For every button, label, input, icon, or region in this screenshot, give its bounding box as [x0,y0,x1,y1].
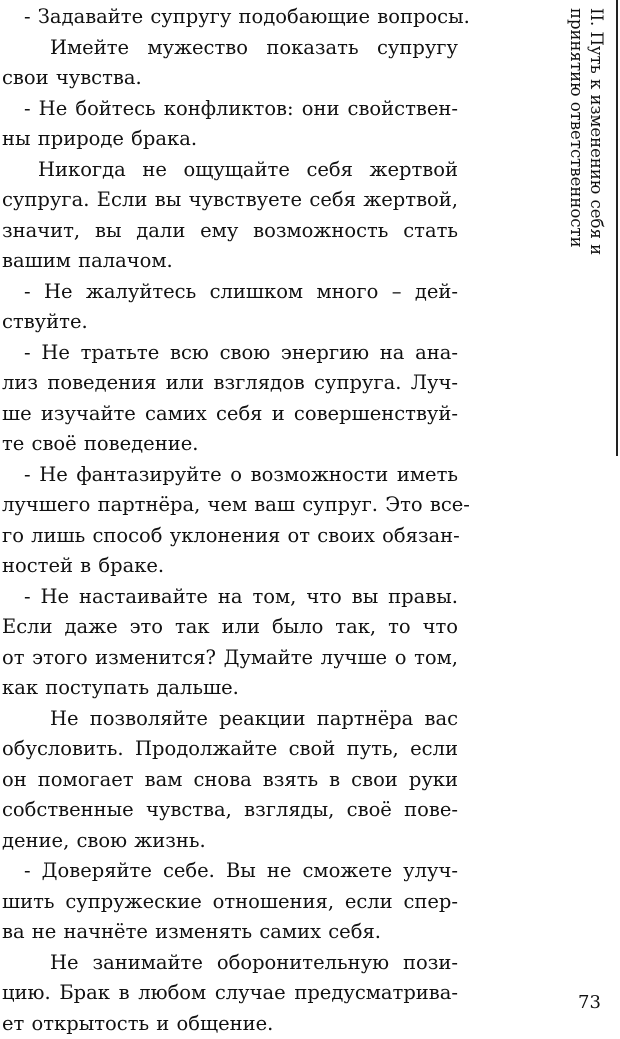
text-line: Не позволяйте реакции партнёра вас [2,704,458,735]
text-line: дение, свою жизнь. [2,826,458,857]
text-line: Не занимайте оборонительную пози- [2,948,458,979]
text-line: вашим палачом. [2,246,458,277]
text-line: шить супружеские отношения, если спер- [2,887,458,918]
text-line: ностей в браке. [2,551,458,582]
text-line: - Не настаивайте на том, что вы правы. [2,582,458,613]
text-line: - Доверяйте себе. Вы не сможете улуч- [2,856,458,887]
text-line: лучшего партнёра, чем ваш супруг. Это все- [2,490,458,521]
body-text [2,2,458,1039]
text-line: супруга. Если вы чувствуете себя жертвой, [2,185,458,216]
text-line: Имейте мужество показать супругу [2,33,458,64]
text-line: собственные чувства, взгляды, своё пове- [2,795,458,826]
text-line: ет открытость и общение. [2,1009,458,1039]
text-line: обусловить. Продолжайте свой путь, если [2,734,458,765]
text-line: Никогда не ощущайте себя жертвой [2,155,458,186]
text-line: значит, вы дали ему возможность стать [2,216,458,247]
page-number: 73 [578,992,601,1013]
text-line: ны природе брака. [2,124,458,155]
text-line: он помогает вам снова взять в свои руки [2,765,458,796]
running-header [566,8,606,338]
text-line: Если даже это так или было так, то что [2,612,458,643]
text-line: - Задавайте супругу подобающие вопросы. [2,2,458,33]
text-line: - Не жалуйтесь слишком много – дей- [2,277,458,308]
text-line: - Не тратьте всю свою энергию на ана- [2,338,458,369]
text-line: как поступать дальше. [2,673,458,704]
text-line: - Не бойтесь конфликтов: они свойствен- [2,94,458,125]
running-header-line: II. Путь к изменению себя и [586,8,606,338]
text-line: от этого изменится? Думайте лучше о том, [2,643,458,674]
text-line: ва не начнёте изменять самих себя. [2,917,458,948]
text-line: лиз поведения или взглядов супруга. Луч- [2,368,458,399]
text-line: свои чувства. [2,63,458,94]
text-line: - Не фантазируйте о возможности иметь [2,460,458,491]
text-line: ствуйте. [2,307,458,338]
text-line: цию. Брак в любом случае предусматрива- [2,978,458,1009]
text-line: ше изучайте самих себя и совершенствуй- [2,399,458,430]
text-line: те своё поведение. [2,429,458,460]
text-line: го лишь способ уклонения от своих обязан- [2,521,458,552]
header-rule [616,0,618,456]
running-header-line: принятию ответственности [566,8,586,338]
